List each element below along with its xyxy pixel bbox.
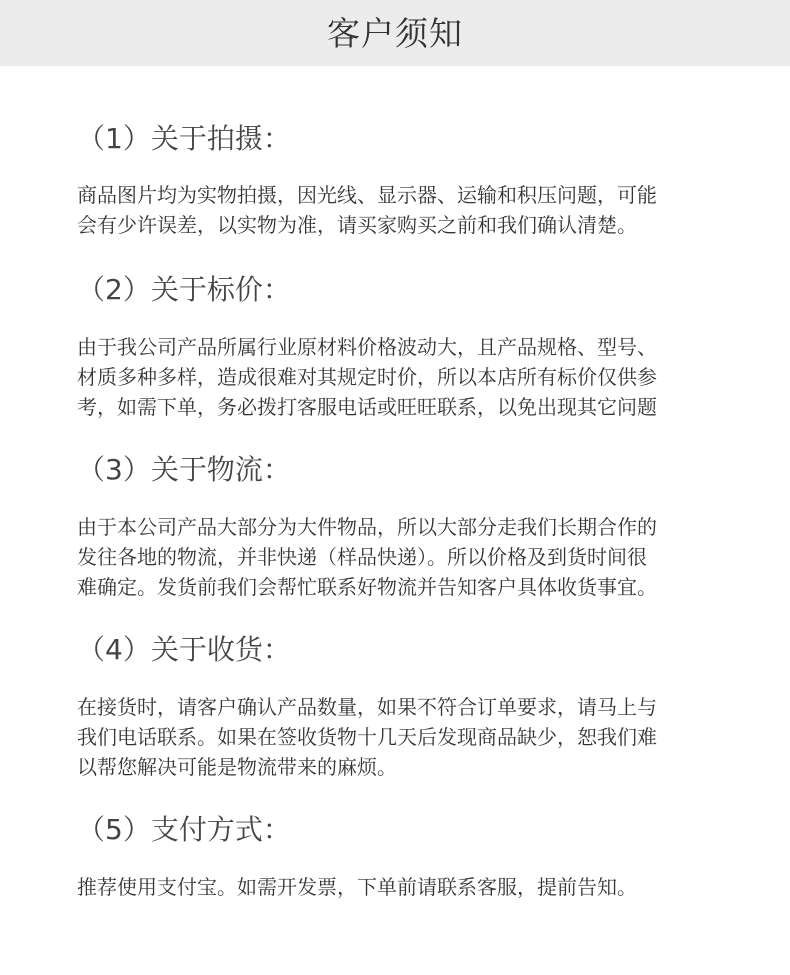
- body-line: 以帮您解决可能是物流带来的麻烦。: [77, 755, 397, 779]
- body-line: 会有少许误差，以实物为准，请买家购买之前和我们确认清楚。: [77, 213, 637, 237]
- section-heading: （1）关于拍摄：: [77, 122, 291, 155]
- body-line: 商品图片均为实物拍摄，因光线、显示器、运输和积压问题，可能: [77, 183, 657, 207]
- body-line: 在接货时，请客户确认产品数量，如果不符合订单要求，请马上与: [77, 695, 657, 719]
- body-line: 发往各地的物流，并非快递（样品快递）。所以价格及到货时间很: [77, 545, 647, 569]
- section-body: [77, 180, 727, 240]
- body-line: 我们电话联系。如果在签收货物十几天后发现商品缺少，恕我们难: [77, 725, 657, 749]
- section-body: [77, 512, 727, 602]
- section-payment: [77, 813, 727, 902]
- section-receiving: [77, 633, 727, 782]
- section-heading: （3）关于物流：: [77, 453, 291, 486]
- page-title: 客户须知: [327, 13, 463, 53]
- body-line: 考，如需下单，务必拨打客服电话或旺旺联系，以免出现其它问题: [77, 395, 657, 419]
- body-line: 由于我公司产品所属行业原材料价格波动大，且产品规格、型号、: [77, 335, 657, 359]
- body-line: 推荐使用支付宝。如需开发票，下单前请联系客服，提前告知。: [77, 875, 637, 899]
- section-body: [77, 872, 727, 902]
- section-heading: （5）支付方式：: [77, 813, 291, 846]
- section-heading: （4）关于收货：: [77, 633, 291, 666]
- header-bar: [0, 0, 790, 66]
- section-body: [77, 692, 727, 782]
- body-line: 难确定。发货前我们会帮忙联系好物流并告知客户具体收货事宜。: [77, 575, 657, 599]
- body-line: 由于本公司产品大部分为大件物品，所以大部分走我们长期合作的: [77, 515, 657, 539]
- body-line: 材质多种多样，造成很难对其规定时价，所以本店所有标价仅供参: [77, 365, 657, 389]
- section-body: [77, 332, 727, 422]
- section-logistics: [77, 453, 727, 602]
- section-pricing: [77, 273, 727, 422]
- section-shooting: [77, 122, 727, 240]
- section-heading: （2）关于标价：: [77, 273, 291, 306]
